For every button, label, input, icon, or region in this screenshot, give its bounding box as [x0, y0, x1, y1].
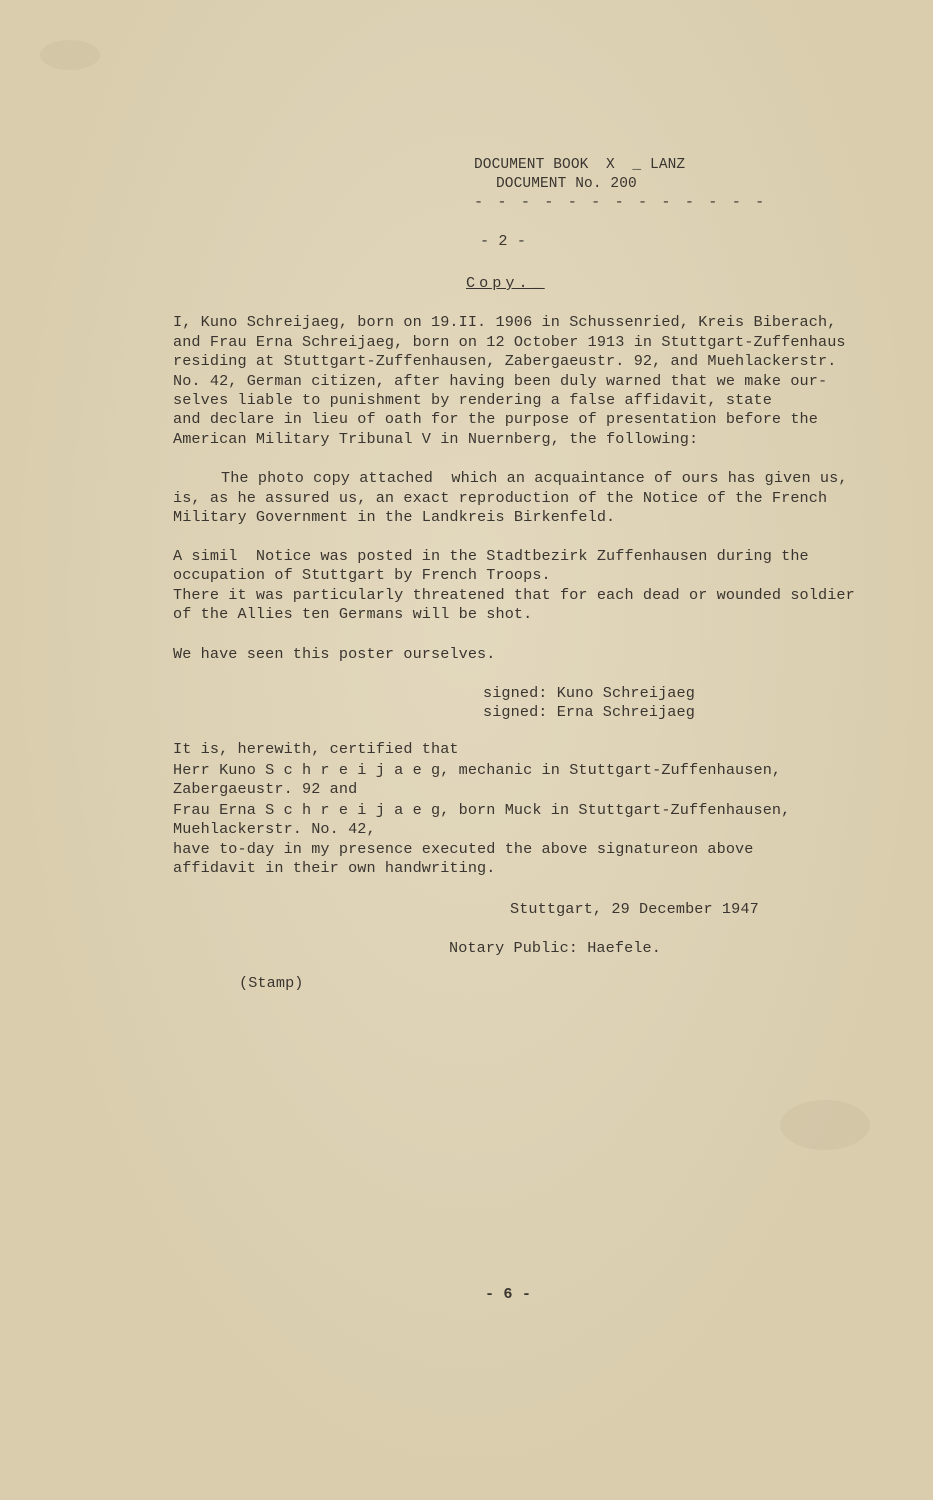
affidavit-line: A simil Notice was posted in the Stadtbezirk Zuffenhausen during the	[173, 547, 809, 565]
signature-line: signed: Erna Schreijaeg	[483, 703, 695, 721]
affidavit-line: and Frau Erna Schreijaeg, born on 12 October 1913 in Stuttgart-Zuffenhaus	[173, 333, 846, 351]
paper-stain	[40, 40, 100, 70]
notary-public: Notary Public: Haefele.	[449, 939, 661, 957]
affidavit-line: We have seen this poster ourselves.	[173, 645, 496, 663]
affidavit-line: The photo copy attached which an acquaintance of ours has given us,	[221, 469, 848, 487]
document-number-heading: DOCUMENT No. 200	[496, 176, 637, 192]
certification-line: Frau Erna S c h r e i j a e g, born Muck in Stuttgart-Zuffenhausen,	[173, 801, 791, 819]
paper-stain	[780, 1100, 870, 1150]
affidavit-line: There it was particularly threatened that for each dead or wounded soldier	[173, 586, 855, 604]
certification-line: Muehlackerstr. No. 42,	[173, 820, 376, 838]
affidavit-line: and declare in lieu of oath for the purpose of presentation before the	[173, 410, 818, 428]
header-dash-rule: - - - - - - - - - - - - -	[474, 193, 767, 211]
affidavit-line: No. 42, German citizen, after having been duly warned that we make our-	[173, 372, 828, 390]
affidavit-line: occupation of Stuttgart by French Troops.	[173, 566, 551, 584]
place-date: Stuttgart, 29 December 1947	[510, 900, 759, 918]
affidavit-line: American Military Tribunal V in Nuernberg, the following:	[173, 430, 699, 448]
stamp-note: (Stamp)	[239, 974, 304, 992]
affidavit-line: residing at Stuttgart-Zuffenhausen, Zabergaeustr. 92, and Muehlackerstr.	[173, 352, 837, 370]
document-book-heading: DOCUMENT BOOK X _ LANZ	[474, 157, 686, 173]
certification-line: Herr Kuno S c h r e i j a e g, mechanic in Stuttgart-Zuffenhausen,	[173, 761, 782, 779]
signature-line: signed: Kuno Schreijaeg	[483, 684, 695, 702]
certification-line: Zabergaeustr. 92 and	[173, 780, 358, 798]
page-number-footer: - 6 -	[485, 1285, 532, 1303]
affidavit-line: is, as he assured us, an exact reproduction of the Notice of the French	[173, 489, 828, 507]
affidavit-line: Military Government in the Landkreis Birkenfeld.	[173, 508, 616, 526]
certification-line: It is, herewith, certified that	[173, 740, 459, 758]
page-sub-number: - 2 -	[480, 232, 527, 250]
affidavit-line: I, Kuno Schreijaeg, born on 19.II. 1906 in Schussenried, Kreis Biberach,	[173, 313, 837, 331]
affidavit-line: of the Allies ten Germans will be shot.	[173, 605, 533, 623]
affidavit-line: selves liable to punishment by rendering a false affidavit, state	[173, 391, 772, 409]
certification-line: affidavit in their own handwriting.	[173, 859, 496, 877]
certification-line: have to-day in my presence executed the above signatureon above	[173, 840, 754, 858]
copy-title: Copy._	[466, 274, 545, 292]
